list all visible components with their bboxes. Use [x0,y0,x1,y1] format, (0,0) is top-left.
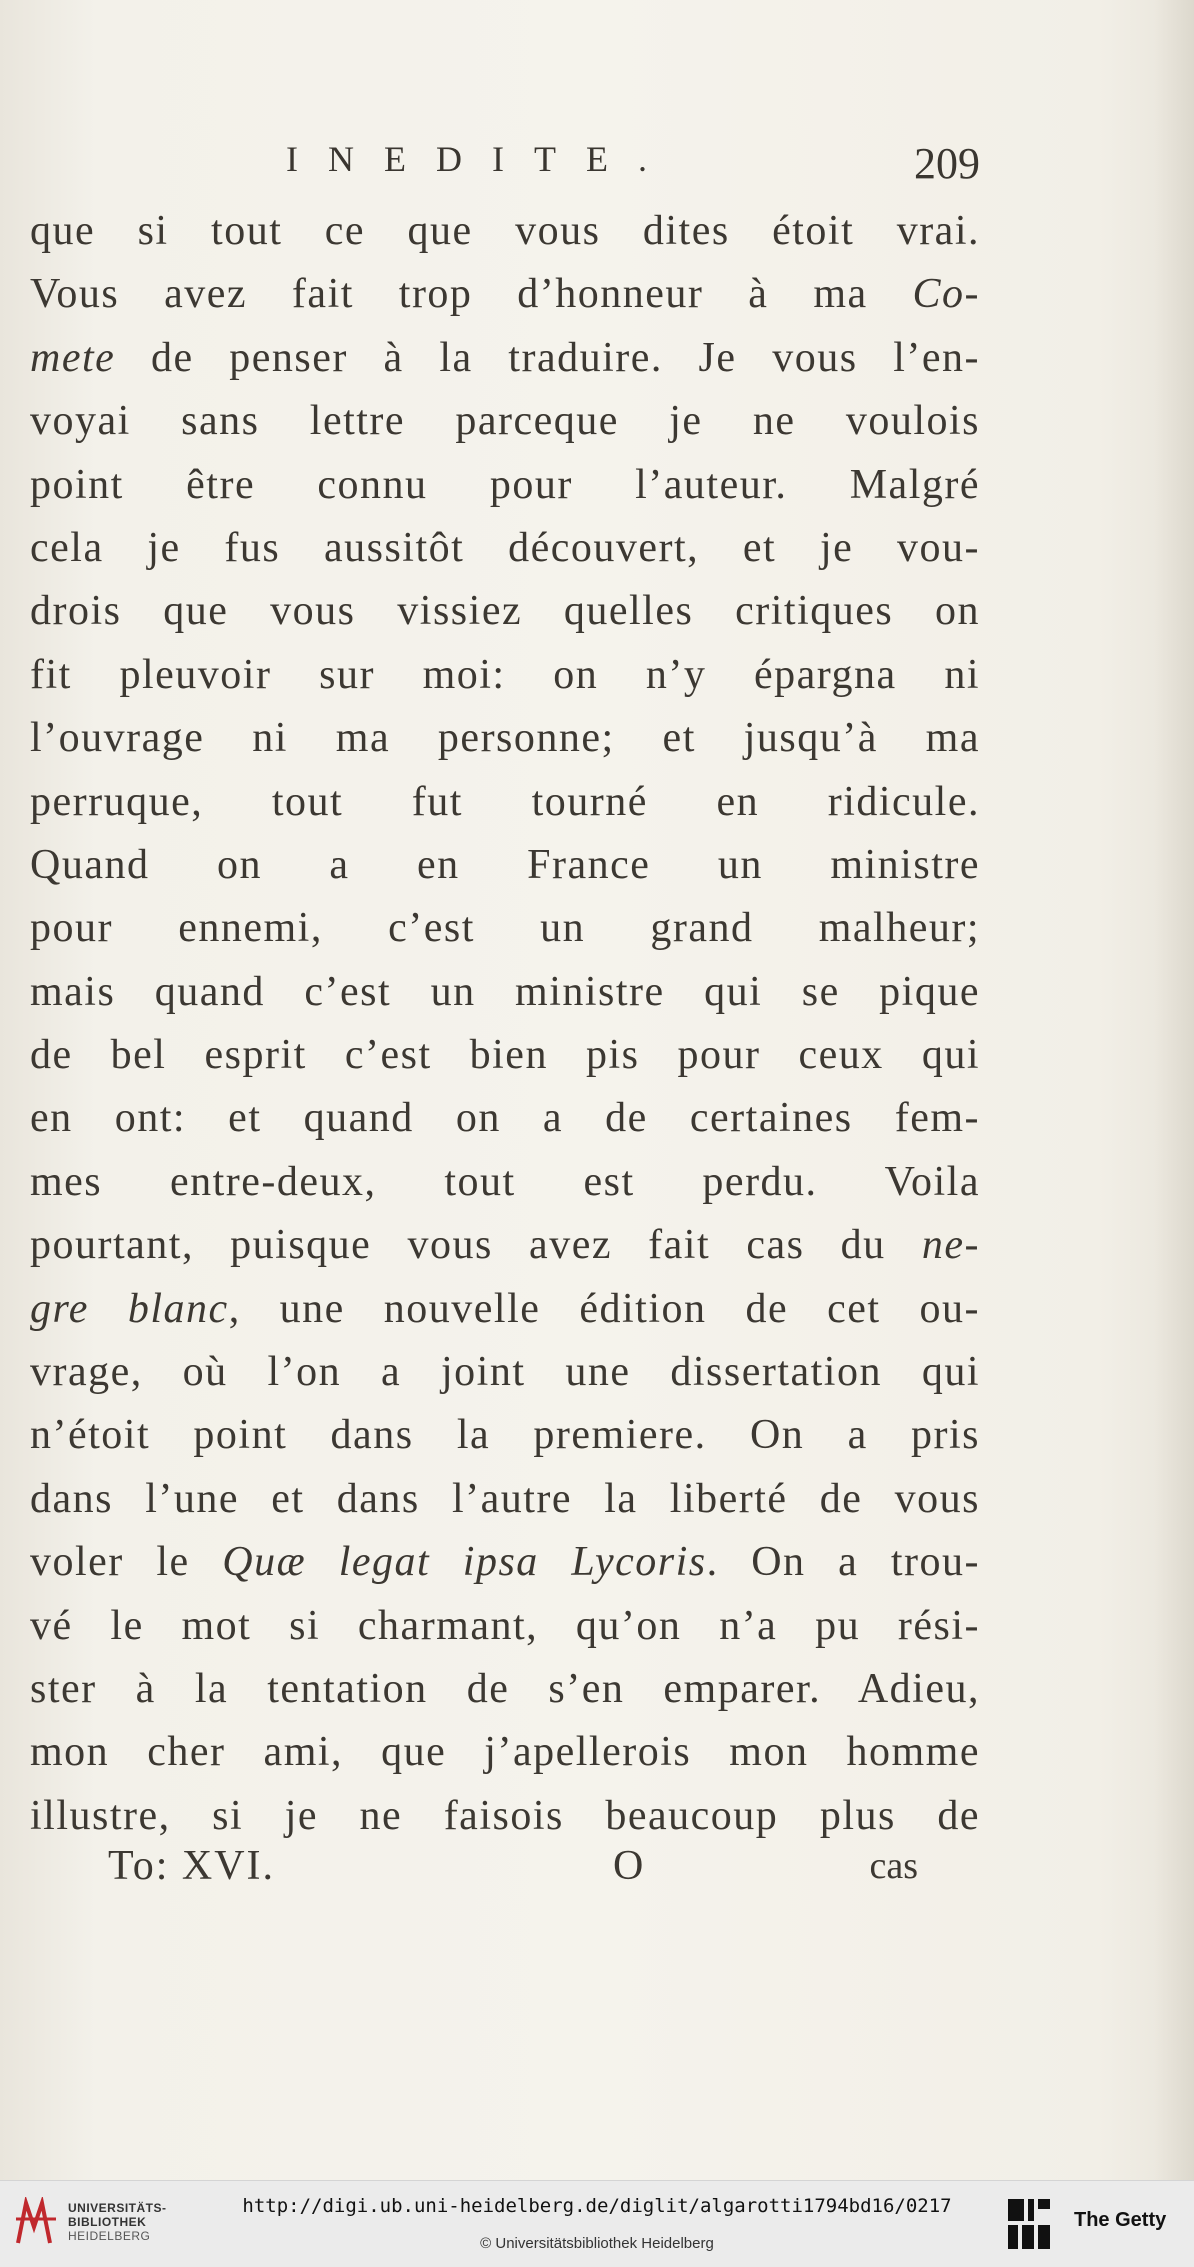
text-line: n’étoit point dans la premiere. On a pris [30,1412,980,1459]
getty-logo-icon [1004,2195,1054,2253]
text-line: point être connu pour l’auteur. Malgré [30,461,980,508]
text-line: Vous avez fait trop d’honneur à ma Co- [30,271,980,318]
catchword: cas [869,1845,918,1887]
text-line: fit pleuvoir sur moi: on n’y épargna ni [30,651,980,698]
text-line: mais quand c’est un ministre qui se pique [30,968,980,1015]
institution-name: UNIVERSITÄTS- BIBLIOTHEK HEIDELBERG [68,2201,167,2243]
text-line: que si tout ce que vous dites étoit vrai. [30,208,980,254]
text-line: pour ennemi, c’est un grand malheur; [30,905,980,952]
text-line: perruque, tout fut tourné en ridicule. [30,778,980,825]
body-text [30,200,980,1848]
text-line: en ont: et quand on a de certaines fem- [30,1095,980,1142]
text-line: illustre, si je ne faisois beaucoup plus de [30,1792,980,1839]
text-line: mes entre-deux, tout est perdu. Voila [30,1158,980,1205]
text-line: vé le mot si charmant, qu’on n’a pu rési- [30,1602,980,1649]
text-line: dans l’une et dans l’autre la liberté de vous [30,1475,980,1522]
copyright-notice: © Universitätsbibliothek Heidelberg [480,2235,714,2252]
signature-line: To: XVI. [108,1843,276,1889]
permalink-url[interactable]: http://digi.ub.uni-heidelberg.de/diglit/algarotti1794bd16/0217 [242,2195,952,2217]
text-line: mon cher ami, que j’apellerois mon homme [30,1729,980,1776]
text-line: vrage, où l’on a joint une dissertation qui [30,1349,980,1396]
partner-name: The Getty [1074,2209,1167,2231]
page-footer-line [108,1836,918,1896]
text-line: voler le Quæ legat ipsa Lycoris. On a trou- [30,1539,980,1586]
signature-mark: O [613,1843,644,1889]
text-line: cela je fus aussitôt découvert, et je vou- [30,524,980,571]
text-line: ster à la tentation de s’en emparer. Adieu, [30,1665,980,1712]
text-line: drois que vous vissiez quelles critiques on [30,588,980,635]
text-line: de bel esprit c’est bien pis pour ceux qui [30,1032,980,1079]
text-line: pourtant, puisque vous avez fait cas du ne- [30,1222,980,1269]
footer-bar [0,2180,1194,2267]
text-line: Quand on a en France un ministre [30,841,980,888]
text-line: mete de penser à la traduire. Je vous l’en- [30,334,980,381]
running-head: INEDITE. [286,139,677,179]
text-line: l’ouvrage ni ma personne; et jusqu’à ma [30,715,980,762]
text-line: gre blanc, une nouvelle édition de cet ou- [30,1285,980,1332]
text-line: voyai sans lettre parceque je ne voulois [30,398,980,445]
page-number: 209 [914,139,980,188]
